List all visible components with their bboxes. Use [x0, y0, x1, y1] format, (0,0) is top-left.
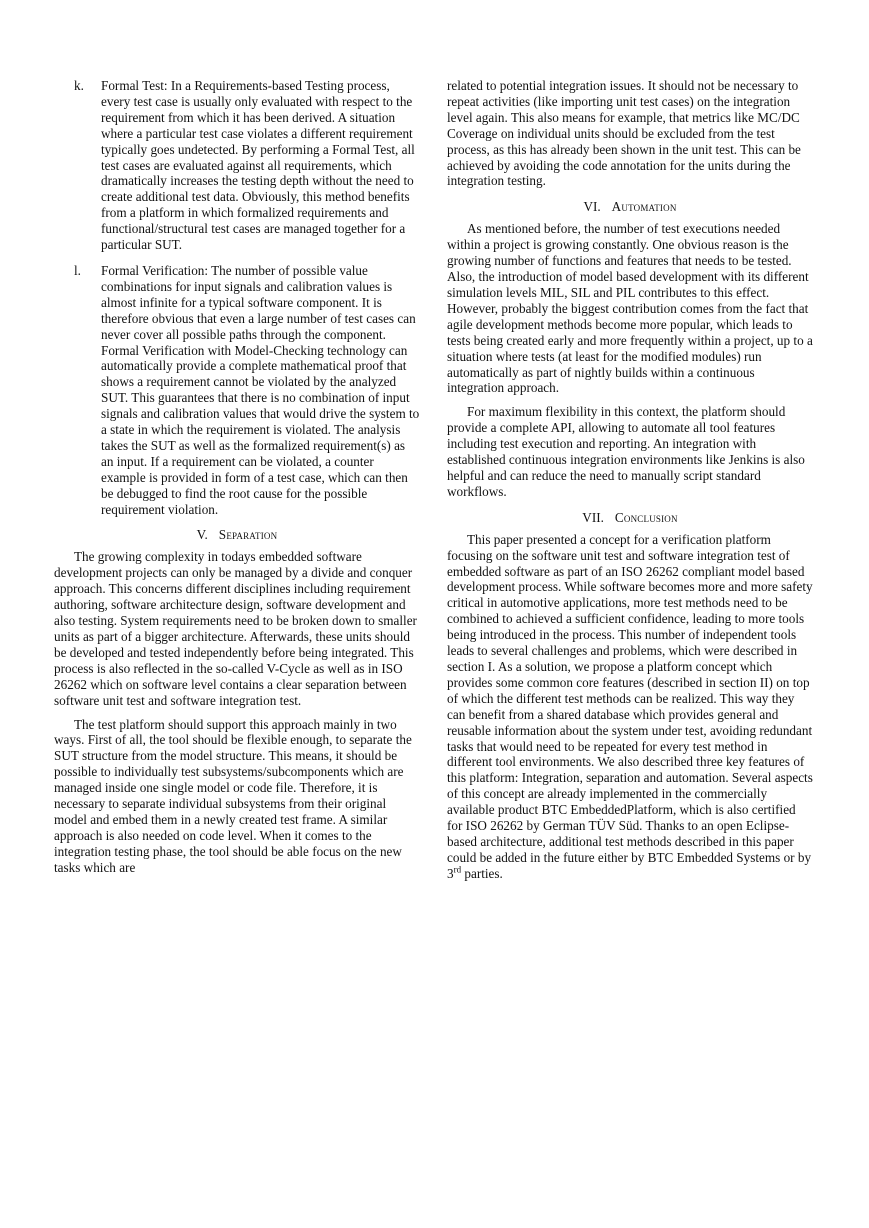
paragraph-conclusion — [447, 532, 813, 882]
list-marker: l. — [74, 262, 81, 278]
section-title: Automation — [611, 199, 677, 215]
list-item-text: Formal Test: In a Requirements-based Testing process, every test case is usually only evaluated with respect to the requirement from which it has been derived. A situation where a particular test case violates a different requirement typically goes undetected. By performing a Formal Test, all test cases are evaluated against all requirements, which dramatically increases the testing depth without the need to create additional test data. Obviously, this method benefits from a platform in which formalized requirements and functional/structural test cases are managed together for a particular SUT. — [101, 78, 415, 253]
paragraph: For maximum flexibility in this context, the platform should provide a complete API, allowing to automate all tool features including test execution and reporting. An integration with established continuous integration environments like Jenkins is also helpful and can reduce the need to manually script standard workflows. — [447, 404, 805, 499]
list-item-text: Formal Verification: The number of possible value combinations for input signals and calibration values is almost infinite for a typical software component. It is therefore obvious that even a large number of test cases can never cover all possible paths through the component. Formal Verification with Model-Checking technology can automatically provide a complete mathematical proof that shows a requirement cannot be violated by the analyzed SUT. This guarantees that there is no combination of input signals and calibration values that would drive the system to a state in which the requirement is violated. The analysis takes the SUT as well as the formalized requirement(s) as an input. If a requirement can be violated, a counter example is provided in form of a test case, which can then be debugged to find the root cause for the possible requirement violation. — [101, 262, 420, 517]
section-number: VII. — [582, 509, 604, 525]
left-column — [54, 78, 420, 884]
section-title: Separation — [218, 527, 278, 543]
paragraph: The test platform should support this approach mainly in two ways. First of all, the tool should be flexible enough, to separate the SUT structure from the model structure. This means, it should be possible to individually test subsystems/subcomponents which are managed inside one single model or code file. Therefore, it is necessary to separate individual subsystems from their original model and embed them in a newly created test frame. A similar approach is also needed on code level. When it comes to the integration testing phase, the tool should be able focus on the new tasks which are — [54, 716, 412, 875]
section-heading-automation — [447, 199, 813, 215]
list-item-k — [54, 78, 420, 253]
section-heading-conclusion — [447, 510, 813, 526]
section-title: Conclusion — [614, 509, 678, 525]
right-column — [447, 78, 813, 890]
paragraph-continuation: related to potential integration issues. It should not be necessary to repeat activities (like importing unit test cases) on the integration level again. This also means for example, that metrics like MC/DC Coverage on individual units should be excluded from the test process, as this has already been shown in the unit test. This can be achieved by avoiding the code annotation for the units during the integration testing. — [447, 78, 801, 189]
section-number: VI. — [583, 199, 601, 215]
list-item-l — [54, 263, 420, 518]
conclusion-text: This paper presented a concept for a verification platform focusing on the software unit test and software integration test of embedded software as part of an ISO 26262 compliant model based development process. While software becomes more and more safety critical in automotive applications, more test methods need to be combined to achieved a sufficient confidence, leading to more tools being introduced in the process. This number of independent tools leads to several challenges and problems, which were described in section I. As a solution, we propose a platform concept which provides some common core features (described in section II) on top of which the different test methods can be realized. This way they can benefit from a shared database which provides general and reusable information about the system under test, avoiding redundant tasks that would need to be repeated for every test method in different tool environments. We also described three key features of this platform: Integration, separation and automation. Several aspects of this concept are already implemented in the commercially available product BTC EmbeddedPlatform, which is also certified for ISO 26262 by German TÜV Süd. Thanks to an open Eclipse-based architecture, additional test methods described in this paper could be added in the future either by BTC Embedded Systems or by 3 — [447, 531, 813, 881]
list-marker: k. — [74, 78, 84, 93]
superscript-rd: rd — [453, 864, 462, 875]
section-heading-separation — [54, 527, 420, 543]
section-number: V. — [196, 527, 208, 543]
conclusion-tail: parties. — [461, 865, 503, 881]
paragraph: As mentioned before, the number of test executions needed within a project is growing constantly. One obvious reason is the growing number of functions and features that needs to be tested. Also, the introduction of model based development with its different simulation levels MIL, SIL and PIL contributes to this effect. However, probably the biggest contribution comes from the fact that agile development methods become more popular, which leads to tests being created early and more frequently within a project, up to a situation where tests (at least for the modified modules) run automatically as part of nightly builds within a continuous integration approach. — [447, 221, 813, 396]
paragraph: The growing complexity in todays embedded software development projects can only be managed by a divide and conquer approach. This concerns different disciplines including requirement authoring, software architecture design, software development and also testing. System requirements need to be broken down to smaller units as part of a bigger architecture. Afterwards, these units should be developed and tested independently before being integrated. This process is also reflected in the so-called V-Cycle as well as in ISO 26262 which on software level contains a clear separation between software unit test and software integration test. — [54, 549, 417, 708]
